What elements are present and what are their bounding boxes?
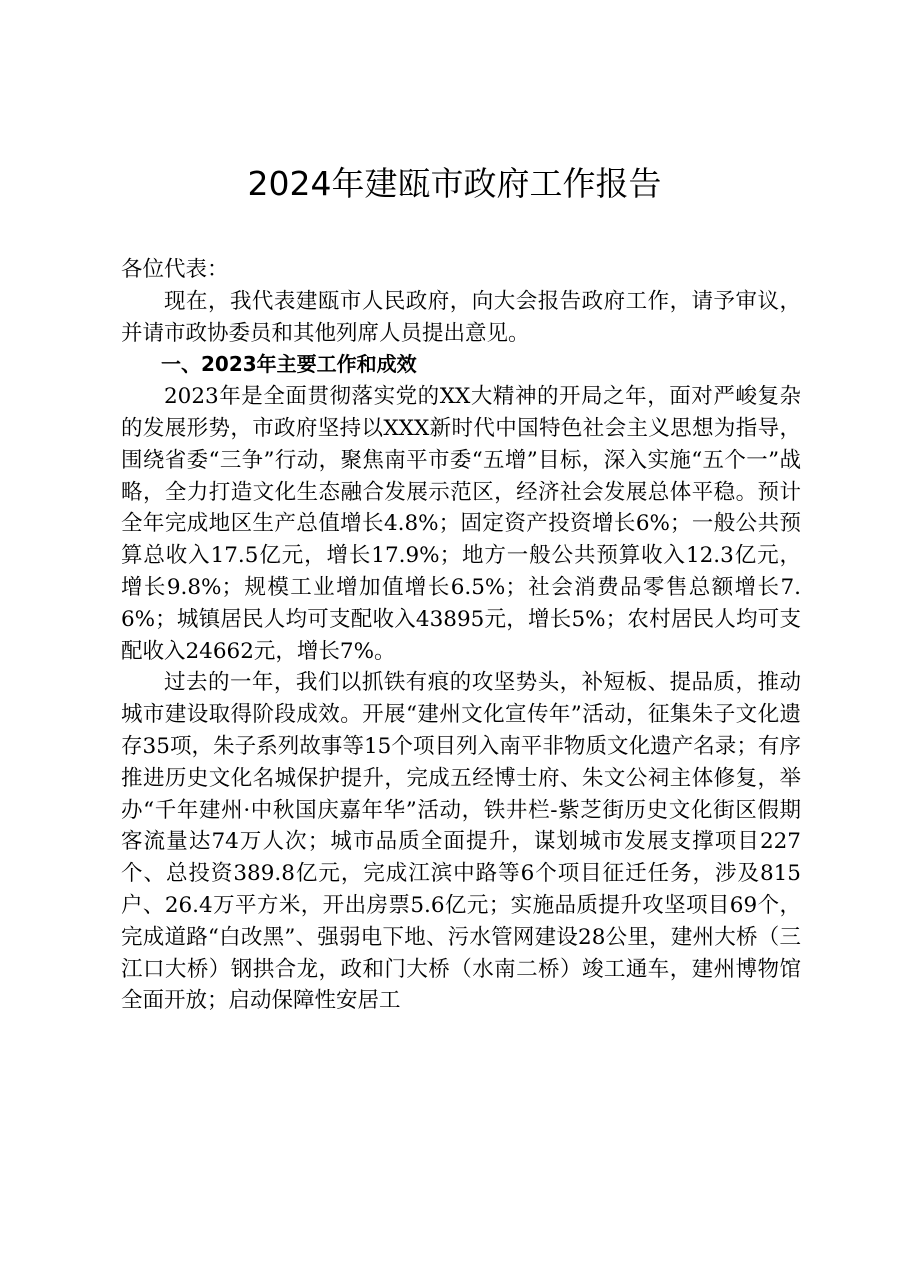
document-body: [121, 254, 801, 1017]
paragraph-urban-construction: 过去的一年，我们以抓铁有痕的攻坚势头，补短板、提品质，推动城市建设取得阶段成效。开展“建州文化宣传年”活动，征集朱子文化遗存35项，朱子系列故事等15个项目列入南平非物质文化遗产名录；有序推进历史文化名城保护提升，完成五经博士府、朱文公祠主体修复，举办“千年建州·中秋国庆嘉年华”活动，铁井栏-紫芝街历史文化街区假期客流量达74万人次；城市品质全面提升，谋划城市发展支撑项目227个、总投资389.8亿元，完成江滨中路等6个项目征迁任务，涉及815户、26.4万平方米，开出房票5.6亿元；实施品质提升攻坚项目69个，完成道路“白改黑”、强弱电下地、污水管网建设28公里，建州大桥（三江口大桥）钢拱合龙，政和门大桥（水南二桥）竣工通车，建州博物馆全面开放；启动保障性安居工: [121, 670, 801, 1014]
section-heading-1: 一、2023年主要工作和成效: [161, 352, 417, 377]
salutation: 各位代表：: [121, 257, 229, 282]
intro-paragraph: 现在，我代表建瓯市人民政府，向大会报告政府工作，请予审议，并请市政协委员和其他列席人员提出意见。: [121, 288, 801, 346]
document-title: 2024年建瓯市政府工作报告: [247, 164, 662, 203]
paragraph-overview: 2023年是全面贯彻落实党的XX大精神的开局之年，面对严峻复杂的发展形势，市政府坚持以XXX新时代中国特色社会主义思想为指导，围绕省委“三争”行动，聚焦南平市委“五增”目标，深入实施“五个一”战略，全力打造文化生态融合发展示范区，经济社会发展总体平稳。预计全年完成地区生产总值增长4.8%；固定资产投资增长6%；一般公共预算总收入17.5亿元，增长17.9%；地方一般公共预算收入12.3亿元，增长9.8%；规模工业增加值增长6.5%；社会消费品零售总额增长7.6%；城镇居民人均可支配收入43895元，增长5%；农村居民人均可支配收入24662元，增长7%。: [121, 384, 801, 664]
